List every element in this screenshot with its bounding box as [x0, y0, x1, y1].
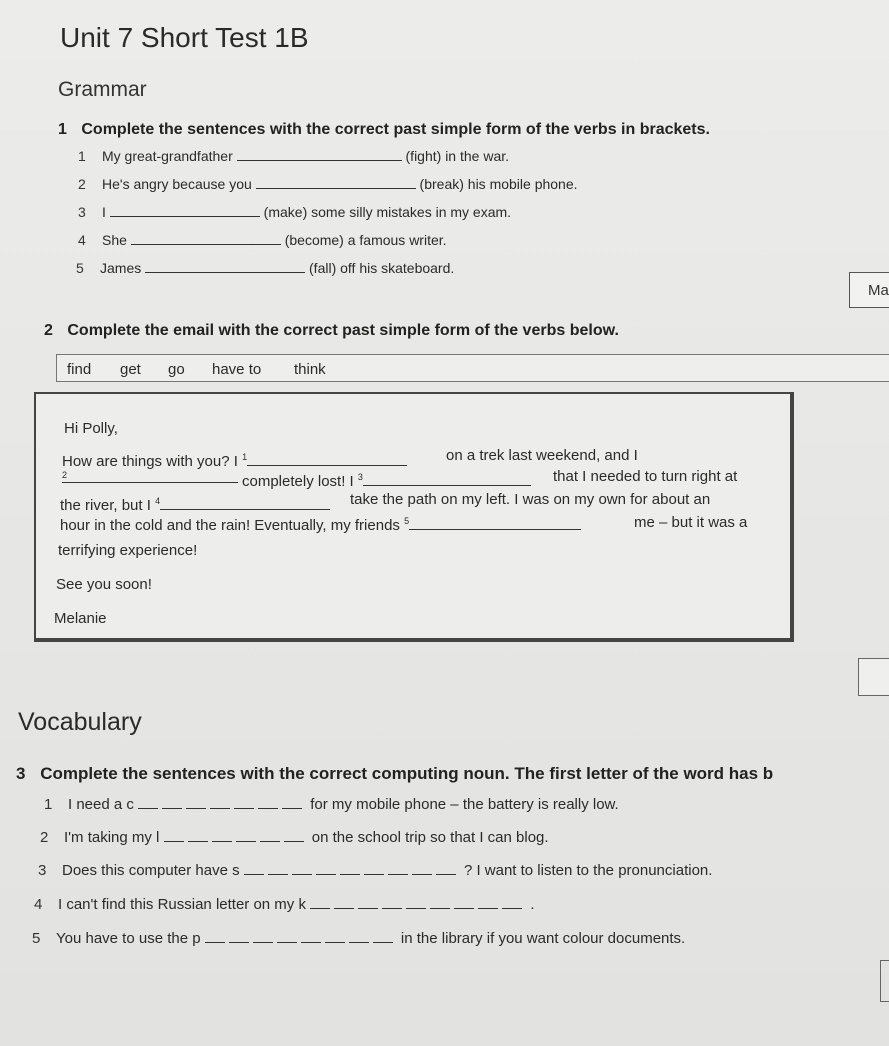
email-text: completely lost! I [242, 473, 354, 490]
gap-number: 4 [155, 496, 161, 506]
q1-item [78, 176, 578, 192]
item-text: James [100, 260, 142, 276]
email-line [60, 516, 581, 534]
item-text: in the library if you want colour documents. [400, 930, 686, 947]
email-text: take the path on my left. I was on my own for about an [350, 491, 711, 508]
word-option: have to [212, 361, 262, 378]
email-text: that I needed to turn right at [553, 468, 738, 485]
email-box [34, 392, 794, 642]
answer-blank[interactable] [160, 497, 330, 510]
item-text: on the school trip so that I can blog. [311, 829, 549, 846]
item-verb: (fight) in the war. [405, 148, 510, 164]
email-text: terrifying experience! [58, 542, 198, 559]
email-text: the river, but I [60, 497, 151, 514]
item-number: 3 [38, 862, 47, 879]
q1-item [78, 148, 509, 164]
word-option: think [294, 361, 326, 378]
item-number: 5 [32, 930, 41, 947]
email-text: me – but it was a [634, 514, 748, 531]
grammar-heading: Grammar [58, 78, 147, 101]
q1-instruction [58, 121, 710, 139]
email-line [60, 496, 330, 514]
letter-dashes[interactable] [244, 862, 460, 879]
answer-blank[interactable] [131, 232, 281, 245]
letter-dashes[interactable] [138, 796, 306, 813]
email-text: on a trek last weekend, and I [446, 447, 638, 464]
q3-item [44, 796, 619, 813]
item-verb: (become) a famous writer. [284, 232, 447, 248]
q3-number: 3 [16, 764, 26, 783]
item-number: 5 [76, 260, 84, 276]
email-signature: Melanie [54, 610, 107, 627]
q1-item [78, 232, 447, 248]
gap-number: 3 [357, 472, 363, 482]
email-text: How are things with you? I [62, 453, 238, 470]
answer-blank[interactable] [256, 176, 416, 189]
q1-text: Complete the sentences with the correct past simple form of the verbs in brackets. [81, 121, 710, 138]
item-verb: (make) some silly mistakes in my exam. [263, 204, 512, 220]
gap-number: 5 [404, 516, 410, 526]
mark-box: Ma [849, 272, 889, 308]
answer-blank[interactable] [409, 517, 581, 530]
item-text: ? I want to listen to the pronunciation. [463, 862, 713, 879]
answer-blank[interactable] [363, 473, 531, 486]
letter-dashes[interactable] [164, 829, 308, 846]
item-text: . [530, 896, 535, 913]
q3-item [40, 829, 549, 846]
word-option: get [120, 361, 141, 378]
q2-instruction [44, 322, 619, 340]
item-number: 4 [34, 896, 43, 913]
q2-text: Complete the email with the correct past simple form of the verbs below. [67, 322, 619, 339]
q1-number: 1 [58, 121, 67, 138]
email-line [242, 472, 531, 490]
q3-item [32, 930, 685, 947]
q1-item [78, 204, 511, 220]
item-number: 3 [78, 204, 86, 220]
item-number: 1 [78, 148, 86, 164]
item-number: 2 [40, 829, 49, 846]
answer-blank[interactable] [247, 453, 407, 466]
email-greeting: Hi Polly, [64, 420, 118, 437]
item-text: You have to use the p [56, 930, 201, 947]
answer-blank[interactable] [237, 148, 402, 161]
mark-box-edge [880, 960, 889, 1002]
item-text: He's angry because you [102, 176, 252, 192]
letter-dashes[interactable] [205, 930, 397, 947]
email-line [62, 470, 238, 487]
item-text: I'm taking my l [64, 829, 160, 846]
q1-item [76, 260, 454, 276]
q2-number: 2 [44, 322, 53, 339]
gap-number: 2 [62, 470, 68, 480]
q3-instruction [16, 764, 773, 784]
email-text: hour in the cold and the rain! Eventually, my friends [60, 517, 400, 534]
item-text: Does this computer have s [62, 862, 240, 879]
item-text: I need a c [68, 796, 134, 813]
item-text: for my mobile phone – the battery is really low. [310, 796, 619, 813]
item-verb: (break) his mobile phone. [419, 176, 578, 192]
q3-text: Complete the sentences with the correct computing noun. The first letter of the word has b [40, 764, 774, 783]
item-verb: (fall) off his skateboard. [309, 260, 455, 276]
letter-dashes[interactable] [310, 896, 526, 913]
item-number: 1 [44, 796, 53, 813]
email-closing: See you soon! [56, 576, 152, 593]
answer-blank[interactable] [145, 260, 305, 273]
gap-number: 1 [242, 452, 248, 462]
mark-box-empty [858, 658, 889, 696]
q3-item [38, 862, 712, 879]
word-option: find [67, 361, 92, 378]
answer-blank[interactable] [62, 470, 238, 483]
item-text: She [102, 232, 127, 248]
item-number: 4 [78, 232, 86, 248]
item-text: I [102, 204, 106, 220]
item-text: I can't find this Russian letter on my k [58, 896, 306, 913]
word-box [56, 354, 889, 382]
answer-blank[interactable] [110, 204, 260, 217]
page-title: Unit 7 Short Test 1B [60, 22, 309, 53]
vocabulary-heading: Vocabulary [18, 708, 142, 736]
q3-item [34, 896, 534, 913]
email-line [62, 452, 407, 470]
item-number: 2 [78, 176, 86, 192]
item-text: My great-grandfather [102, 148, 233, 164]
word-option: go [168, 361, 185, 378]
